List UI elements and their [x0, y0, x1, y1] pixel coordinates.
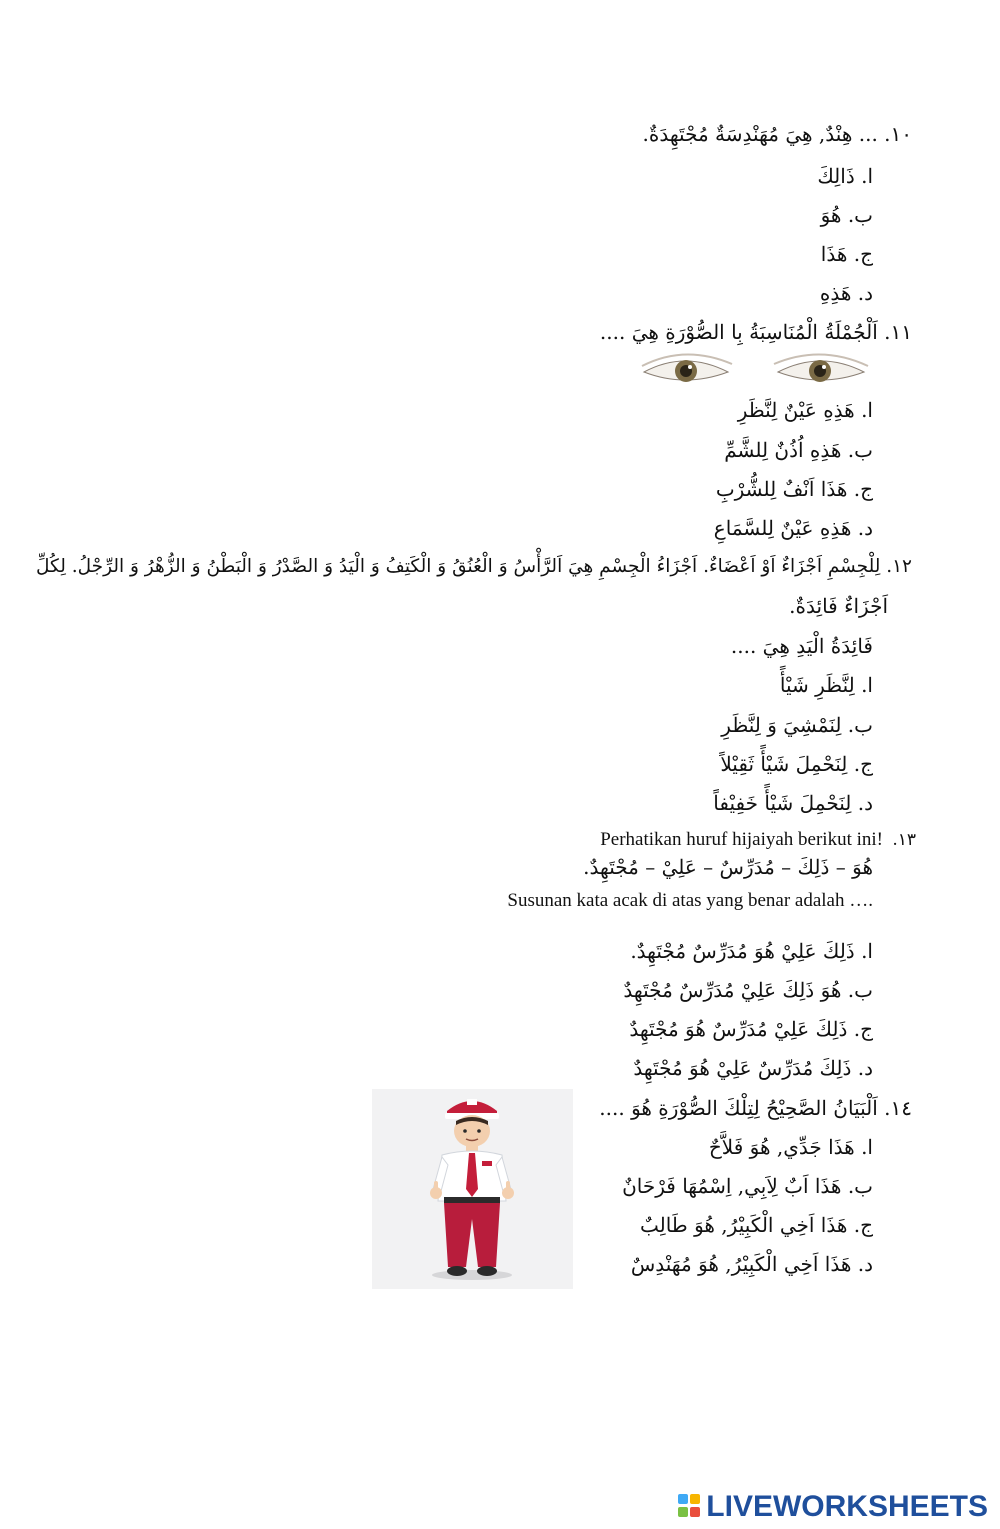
- question-14-option-d[interactable]: د. هَذَا اَخِي الْكَبِيْرُ, هُوَ مُهَنْدِسٌ: [630, 1252, 873, 1276]
- question-11-option-d[interactable]: د. هَذِهِ عَيْنٌ لِلسَّمَاعِ: [713, 516, 873, 540]
- eyes-image: [640, 352, 870, 390]
- question-10-option-b[interactable]: ب. هُوَ: [820, 203, 873, 227]
- liveworksheets-wordmark: LIVEWORKSHEETS: [706, 1490, 988, 1523]
- question-10-option-c[interactable]: ج. هَذَا: [820, 242, 873, 266]
- question-13-number: ١٣.: [892, 830, 916, 850]
- student-image: [372, 1089, 573, 1289]
- question-13-option-b[interactable]: ب. هُوَ ذَلِكَ عَلِيْ مُدَرِّسٌ مُجْتَهِدٌ: [623, 978, 873, 1002]
- question-10-stem: ١٠. ... هِنْدٌ, هِيَ مُهَنْدِسَةٌ مُجْتَهِدَةٌ.: [642, 122, 912, 146]
- question-14-option-b[interactable]: ب. هَذَا اَبٌ لِاَبِي, اِسْمُهَا فَرْحَانٌ: [622, 1174, 873, 1198]
- question-11-option-b[interactable]: ب. هَذِهِ اُذُنٌ لِلشَّمِّ: [724, 438, 873, 462]
- question-11-option-a[interactable]: ا. هَذِهِ عَيْنٌ لِنَّظَرِ: [737, 398, 873, 422]
- question-13-question: Susunan kata acak di atas yang benar adalah ….: [507, 890, 873, 911]
- right-eye-icon: [774, 354, 868, 382]
- question-14-option-c[interactable]: ج. هَذَا اَخِي الْكَبِيْرُ, هُوَ طَالِبٌ: [639, 1213, 873, 1237]
- liveworksheets-brand[interactable]: [678, 1490, 988, 1524]
- question-13-instruction: Perhatikan huruf hijaiyah berikut ini!: [600, 829, 883, 850]
- question-12-option-c[interactable]: ج. لِنَحْمِلَ شَيْأً ثَقِيْلاً: [720, 752, 873, 776]
- question-13-option-c[interactable]: ج. ذَلِكَ عَلِيْ مُدَرِّسٌ هُوَ مُجْتَهِدٌ: [629, 1017, 873, 1041]
- question-12-question: فَائِدَةُ الْيَدِ هِيَ ....: [730, 634, 873, 658]
- question-13-option-d[interactable]: د. ذَلِكَ مُدَرِّسٌ عَلِيْ هُوَ مُجْتَهِدٌ: [633, 1056, 873, 1080]
- question-12-stem-line-1: ١٢. لِلْجِسْمِ اَجْزَاءٌ اَوْ اَعْضَاءٌ. اَجْزَاءُ الْجِسْمِ هِيَ اَلرَّأْسُ وَ الْعُنُقُ وَ الْكَتِفُ وَ الْيَدُ وَ الصَّدْرُ وَ الْبَطْنُ وَ الزُّهْرُ وَ الرِّجْلُ. لِكُلِّ: [36, 556, 912, 577]
- left-eye-icon: [642, 354, 732, 382]
- liveworksheets-logo-icon: [678, 1494, 702, 1520]
- question-11-stem: ١١. اَلْجُمْلَةُ الْمُنَاسِبَةُ بِا الصُّوْرَةِ هِيَ ....: [599, 320, 912, 344]
- question-14-stem: ١٤. اَلْبَيَانُ الصَّحِيْحُ لِتِلْكَ الصُّوْرَةِ هُوَ ....: [599, 1096, 912, 1120]
- question-12-option-a[interactable]: ا. لِنَّظَرِ شَيْأً: [779, 673, 873, 697]
- question-12-stem-line-2: اَجْزَاءٌ فَائِدَةٌ.: [789, 594, 888, 618]
- question-11-option-c[interactable]: ج. هَذَا اَنْفٌ لِلشُّرْبِ: [715, 477, 873, 501]
- question-13-option-a[interactable]: ا. ذَلِكَ عَلِيْ هُوَ مُدَرِّسٌ مُجْتَهِدٌ.: [630, 939, 873, 963]
- question-10-option-d[interactable]: د. هَذِهِ: [819, 281, 873, 305]
- question-14-option-a[interactable]: ا. هَذَا جَدِّي, هُوَ فَلاَّحٌ: [708, 1135, 873, 1159]
- question-13-words: هُوَ – ذَلِكَ – مُدَرِّسٌ – عَلِيْ – مُجْتَهِدٌ.: [583, 855, 873, 879]
- question-12-option-d[interactable]: د. لِنَحْمِلَ شَيْأً خَفِيْفاً: [713, 791, 873, 815]
- question-10-option-a[interactable]: ا. ذَالِكَ: [817, 164, 873, 188]
- question-12-option-b[interactable]: ب. لِنَمْشِيَ وَ لِنَّظَرِ: [721, 713, 873, 737]
